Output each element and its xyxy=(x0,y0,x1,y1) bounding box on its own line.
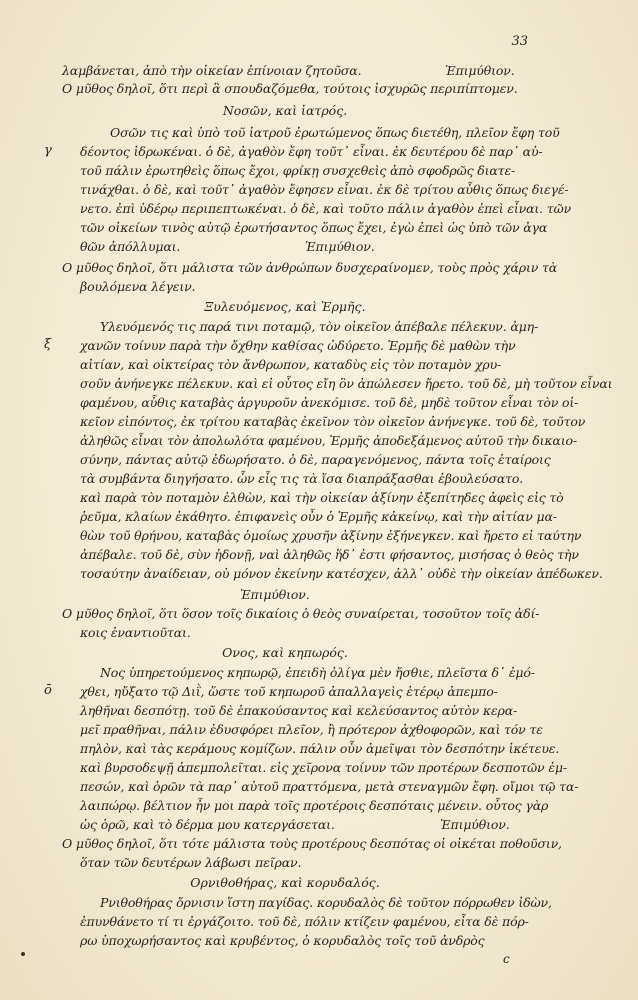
text-line: ὅταν τῶν δευτέρων λάβωσι πεῖραν. xyxy=(80,855,302,870)
text-line: Ο μῦθος δηλοῖ, ὅτι τότε μάλιστα τοὺς προτέρους δεσπότας οἱ οἰκέται ποθοῦσιν, xyxy=(62,836,562,851)
text-line: σύνην, πάντας αὐτῷ ἐδωρήσατο. ὁ δὲ, παραγενόμενος, πάντα τοῖς ἑταίροις xyxy=(80,452,551,467)
text-line: τοσαύτην ἀναίδειαν, οὐ μόνον ἐκείνην κατέσχεν, ἀλλ᾽ οὐδὲ τὴν οἰκείαν ἀπέδωκεν. xyxy=(80,566,603,581)
text-line: ῥεῦμα, κλαίων ἐκάθητο. ἐπιφανεὶς οὖν ὁ Ἑρμῆς κἀκείνῳ, καὶ τὴν αἰτίαν μα- xyxy=(80,509,557,524)
text-line: θῶν ἀπόλλυμαι. xyxy=(80,239,181,254)
fable-title: Ονος, καὶ κηπωρός. xyxy=(222,645,348,660)
fable-title: Ξυλευόμενος, καὶ Ἑρμῆς. xyxy=(204,299,366,314)
text-line: τινάχθαι. ὁ δὲ, καὶ τοῦτ᾽ ἀγαθὸν ἔφησεν εἶναι. ἐκ δὲ τρίτου αὖθις ὅπως διεγέ- xyxy=(80,182,569,197)
text-line: ρω ὑποχωρήσαντος καὶ κρυβέντος, ὁ κορυδαλὸς τοῖς τοῦ ἀνδρὸς xyxy=(80,933,485,948)
text-line: καὶ παρὰ τὸν ποταμὸν ἐλθὼν, καὶ τὴν οἰκείαν ἀξίνην ἐξεπίτηδες ἀφεὶς εἰς τὸ xyxy=(80,490,564,505)
text-line: ὡς ὁρῶ, καὶ τὸ δέρμα μου κατεργάσεται. xyxy=(80,817,335,832)
text-line: καὶ βυρσοδεψῇ ἀπεμπολεῖται. εἰς χεῖρονα τοίνυν τῶν προτέρων δεσποτῶν ἐμ- xyxy=(80,760,567,775)
epimythion-label: Ἐπιμύθιον. xyxy=(440,817,510,832)
text-line: κεῖον εἰπόντος, ἐκ τρίτου καταβὰς ἐκεῖνον τὸν οἰκεῖον ἀνήνεγκε. τοῦ δὲ, τοῦτον xyxy=(80,414,586,429)
text-line: κοις ἐναντιοῦται. xyxy=(80,625,191,640)
text-line: ἐπυνθάνετο τί τι ἐργάζοιτο. τοῦ δὲ, πόλιν κτίζειν φαμένου, εἶτα δὲ πόρ- xyxy=(80,914,529,929)
text-line: Ο μῦθος δηλοῖ, ὅτι ὅσον τοῖς δικαίοις ὁ θεὸς συναίρεται, τοσοῦτον τοῖς ἀδί- xyxy=(62,606,540,621)
text-line: λαιπώρῳ. βέλτιον ἦν μοι παρὰ τοῖς προτέροις δεσπόταις μένειν. οὗτος γὰρ xyxy=(80,798,549,813)
fable-title: Νοσῶν, καὶ ἰατρός. xyxy=(222,103,348,118)
text-line: Υλευόμενός τις παρά τινι ποταμῷ, τὸν οἰκεῖον ἀπέβαλε πέλεκυν. ἀμη- xyxy=(100,319,539,334)
text-line: Οσῶν τις καὶ ὑπὸ τοῦ ἰατροῦ ἐρωτώμενος ὅπως διετέθη, πλεῖον ἔφη τοῦ xyxy=(110,125,560,140)
text-line: ἀληθῶς εἶναι τὸν ἀπολωλότα φαμένου, Ἑρμῆς ἀποδεξάμενος αὐτοῦ τὴν δικαιο- xyxy=(80,433,577,448)
text-line: φαμένου, αὖθις καταβὰς ἀργυροῦν ἀνεκόμισε. τοῦ δὲ, μηδὲ τοῦτον εἶναι τὸν οἰ- xyxy=(80,395,579,410)
fable-title: Ορνιθοθήρας, καὶ κορυδαλός. xyxy=(190,875,380,890)
margin-mark: γ xyxy=(44,143,52,158)
epimythion-label: Ἐπιμύθιον. xyxy=(305,239,375,254)
text-line: τῶν οἰκείων τινὸς αὐτῷ ἐρωτήσαντος ὅπως ἔχει, ἐγὼ ἐπεὶ ὡς ὑπὸ τῶν ἀγα xyxy=(80,220,548,235)
text-line: χθει, ηὔξατο τῷ Διῒ, ὥστε τοῦ κηπωροῦ ἀπαλλαγεὶς ἑτέρῳ ἀπεμπο- xyxy=(80,684,498,699)
text-line: λαμβάνεται, ἀπὸ τὴν οἰκείαν ἐπίνοιαν ζητοῦσα. xyxy=(62,63,362,78)
page-dot xyxy=(21,952,25,956)
text-line: δέοντος ἱδρωκέναι. ὁ δὲ, ἀγαθὸν ἔφη τοῦτ᾽ εἶναι. ἐκ δευτέρου δὲ παρ᾽ αὐ- xyxy=(80,144,543,159)
epimythion-label: Ἐπιμύθιον. xyxy=(240,587,310,602)
text-line: Ο μῦθος δηλοῖ, ὅτι περὶ ἃ σπουδαζόμεθα, τούτοις ἰσχυρῶς περιπίπτομεν. xyxy=(62,81,518,96)
text-line: χανῶν τοίνυν παρὰ τὴν ὄχθην καθίσας ὠδύρετο. Ἑρμῆς δὲ μαθὼν τὴν xyxy=(80,338,516,353)
text-line: αἰτίαν, καὶ οἰκτείρας τὸν ἄνθρωπον, καταδὺς εἰς τὸν ποταμὸν χρυ- xyxy=(80,357,502,372)
epimythion-label: Ἐπιμύθιον. xyxy=(445,63,515,78)
margin-mark: ξ xyxy=(44,337,52,352)
text-line: ἀπέβαλε. τοῦ δὲ, σὺν ἡδονῇ, ναὶ ἀληθῶς ἥδ᾽ ἐστι φήσαντος, μισήσας ὁ θεὸς τὴν xyxy=(80,547,579,562)
text-line: θὼν τοῦ θρήνου, καταβὰς ὁμοίως χρυσῆν ἀξίνην ἐξήνεγκεν. καὶ ἤρετο εἰ ταύτην xyxy=(80,528,582,543)
text-line: νετο. ἐπὶ ὑδέρῳ περιπεπτωκέναι. ὁ δὲ, καὶ τοῦτο πάλιν ἀγαθὸν ἐπεὶ εἶναι. τῶν xyxy=(80,201,572,216)
text-line: τὰ συμβάντα διηγήσατο. ὧν εἷς τις τὰ ἴσα διαπράξασθαι ἐβουλεύσατο. xyxy=(80,471,524,486)
page-number: 33 xyxy=(511,34,528,49)
text-line: ληθῆναι δεσπότῃ. τοῦ δὲ ἐπακούσαντος καὶ κελεύσαντος αὐτὸν κερα- xyxy=(80,703,518,718)
text-line: Ρνιθοθήρας ὄρνισιν ἵστη παγίδας. κορυδαλὸς δὲ τοῦτον πόρρωθεν ἰδὼν, xyxy=(100,895,552,910)
signature-mark: c xyxy=(503,952,510,966)
text-line: σοῦν ἀνήνεγκε πέλεκυν. καὶ εἰ οὗτος εἴη ὃν ἀπώλεσεν ἤρετο. τοῦ δὲ, μὴ τοῦτον εἶναι xyxy=(80,376,613,391)
text-line: πηλὸν, καὶ τὰς κεράμους κομίζων. πάλιν οὖν ἀμεῖψαι τὸν δεσπότην ἱκέτευε. xyxy=(80,741,560,756)
margin-mark: ō xyxy=(44,683,52,698)
text-line: Νος ὑπηρετούμενος κηπωρῷ, ἐπειδὴ ὀλίγα μὲν ἤσθιε, πλεῖστα δ᾽ ἐμό- xyxy=(100,665,535,680)
text-line: βουλόμενα λέγειν. xyxy=(80,279,196,294)
text-line: Ο μῦθος δηλοῖ, ὅτι μάλιστα τῶν ἀνθρώπων δυσχεραίνομεν, τοὺς πρὸς χάριν τὰ xyxy=(62,260,558,275)
text-line: πεσών, καὶ ὁρῶν τὰ παρ᾽ αὐτοῦ πραττόμενα, μετὰ στεναγμῶν ἔφη. οἴμοι τῷ τα- xyxy=(80,779,579,794)
text-line: τοῦ πάλιν ἐρωτηθεὶς ὅπως ἔχοι, φρίκῃ συσχεθεὶς ἀπὸ σφοδρῶς διατε- xyxy=(80,163,516,178)
text-line: μεῖ πραθῆναι, πάλιν ἐδυσφόρει πλεῖον, ἢ πρότερον ἀχθοφορῶν, καὶ τόν τε xyxy=(80,722,543,737)
